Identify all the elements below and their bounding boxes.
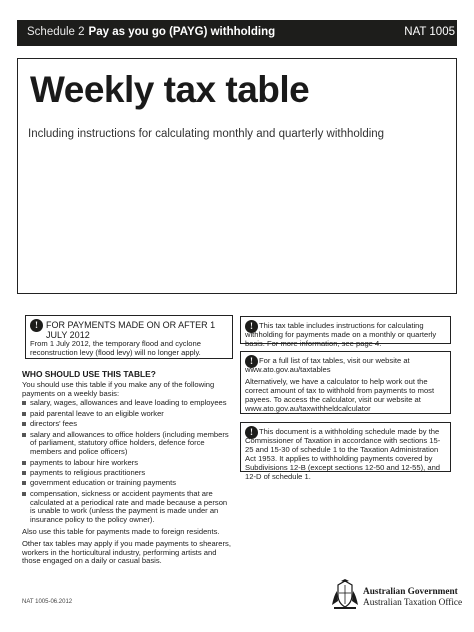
list-item: salary, wages, allowances and leave loading to employees xyxy=(22,399,234,408)
section-heading: WHO SHOULD USE THIS TABLE? xyxy=(22,369,156,379)
list-item: salary and allowances to office holders (including members of parliament, statutory office holders, defence force members and police officers) xyxy=(22,431,234,457)
info-icon: ! xyxy=(245,320,258,333)
payment-types-list xyxy=(22,399,234,525)
notice-body: From 1 July 2012, the temporary flood and cyclone reconstruction levy (flood levy) will no longer apply. xyxy=(30,339,201,358)
schedule-label: Schedule 2 xyxy=(27,26,85,38)
tax-tables-text xyxy=(245,356,446,413)
coat-of-arms-icon xyxy=(330,579,360,611)
calculator-text: Alternatively, we have a calculator to help work out the correct amount of tax to withhold from payments to most payees. To access the calculator, visit our website at www.ato.gov.au/taxwithheldcalculator xyxy=(245,377,435,413)
info-icon: ! xyxy=(245,355,258,368)
instructions-text: This tax table includes instructions for calculating withholding for payments made on a monthly or quarterly basis. For more information, see page 4. xyxy=(245,321,437,348)
logo-line1: Australian Government xyxy=(363,587,458,597)
page-subtitle: Including instructions for calculating monthly and quarterly withholding xyxy=(28,128,385,140)
levy-notice-box xyxy=(25,315,233,359)
tax-tables-box xyxy=(240,351,451,414)
footer-code: NAT 1005-06.2012 xyxy=(22,599,73,605)
notice-heading: FOR PAYMENTS MADE ON OR AFTER 1 JULY 2012 xyxy=(46,320,216,340)
foreign-residents-note: Also use this table for payments made to foreign residents. xyxy=(22,526,220,536)
other-tables-note: Other tax tables may apply if you made payments to shearers, workers in the horticultural industry, performing artists and those engaged on a daily or casual basis. xyxy=(22,538,231,566)
list-item: paid parental leave to an eligible worker xyxy=(22,410,234,419)
who-should-use-section xyxy=(22,370,234,566)
nat-code: NAT 1005 xyxy=(404,26,455,38)
list-item: compensation, sickness or accident payments that are calculated at a periodical rate and made because a person is unable to work (unless the payment is made under an insurance policy to the policy owner). xyxy=(22,490,234,525)
list-item: payments to religious practitioners xyxy=(22,469,234,478)
section-intro: You should use this table if you make any of the following payments on a weekly basis: xyxy=(22,379,215,398)
australian-government-logo xyxy=(330,575,463,615)
full-list-text: For a full list of tax tables, visit our website at www.ato.gov.au/taxtables xyxy=(245,356,410,374)
list-item: payments to labour hire workers xyxy=(22,459,234,468)
info-icon: ! xyxy=(245,426,258,439)
schedule-doc-box xyxy=(240,422,451,481)
cover-box xyxy=(17,58,457,294)
header-bar xyxy=(17,20,457,46)
payg-title: Pay as you go (PAYG) withholding xyxy=(88,26,276,38)
list-item: directors' fees xyxy=(22,420,234,429)
header-title xyxy=(27,26,275,38)
instructions-box xyxy=(240,316,451,348)
info-icon: ! xyxy=(30,319,43,332)
schedule-doc-text: This document is a withholding schedule made by the Commissioner of Taxation in accordance with sections 15-25 and 15-30 of schedule 1 to the Taxation Administration Act 1953. It applies to withholding payments covered by Subdivisions 12-B (except sections 12-50 and 12-55), and 12-D of schedule 1. xyxy=(245,427,441,481)
page-title: Weekly tax table xyxy=(30,69,310,110)
list-item: government education or training payments xyxy=(22,479,234,488)
logo-line2: Australian Taxation Office xyxy=(363,598,463,608)
